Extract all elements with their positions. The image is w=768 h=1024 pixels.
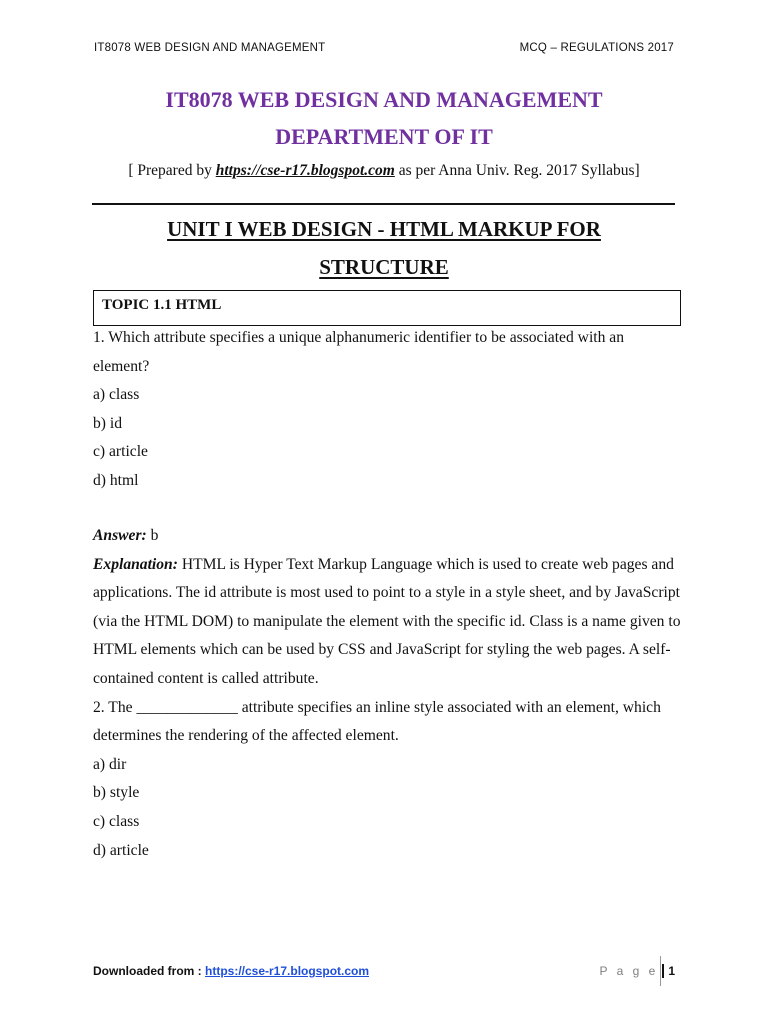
document-title: IT8078 WEB DESIGN AND MANAGEMENT xyxy=(165,87,603,112)
page-number: 1 xyxy=(668,964,675,978)
explanation-paragraph xyxy=(93,551,683,694)
page-footer xyxy=(93,960,675,984)
prepared-prefix: [ Prepared by xyxy=(128,162,216,179)
explanation-text: HTML is Hyper Text Markup Language which is used to create web pages and applications. The id attribute is most used to point to a style in a style sheet, and by JavaScript (via the HTML DOM) to manipulate the element with the specific id. Class is a name given to HTML elements which can be used by CSS and JavaScript for styling the web pages. A self-contained content is called attribute. xyxy=(93,555,681,687)
prepared-suffix: as per Anna Univ. Reg. 2017 Syllabus] xyxy=(394,162,640,179)
question-1-text: 1. Which attribute specifies a unique alphanumeric identifier to be associated with an element? xyxy=(93,329,625,375)
question-2-option-c: c) class xyxy=(93,812,140,830)
header-right-text: MCQ – REGULATIONS 2017 xyxy=(519,42,674,54)
answer-block xyxy=(93,522,683,865)
answer-line xyxy=(93,522,683,551)
running-header xyxy=(94,42,674,54)
unit-title-continued: STRUCTURE xyxy=(319,255,449,279)
page-label: P a g e xyxy=(599,964,659,978)
page-indicator xyxy=(600,964,676,978)
page-separator xyxy=(662,964,664,978)
department-title: DEPARTMENT OF IT xyxy=(275,124,493,149)
question-1 xyxy=(93,324,683,496)
question-1-option-a: a) class xyxy=(93,386,140,404)
prepared-site-link[interactable]: https://cse-r17.blogspot.com xyxy=(215,162,395,179)
download-line xyxy=(93,964,369,978)
answer-label: Answer: xyxy=(93,527,147,544)
question-2-option-d: d) article xyxy=(93,841,149,859)
unit-title: UNIT I WEB DESIGN - HTML MARKUP FOR xyxy=(167,217,601,241)
header-left-text: IT8078 WEB DESIGN AND MANAGEMENT xyxy=(94,42,326,54)
prepared-by-line xyxy=(0,162,768,180)
answer-value: b xyxy=(146,527,159,544)
download-link[interactable]: https://cse-r17.blogspot.com xyxy=(205,964,370,978)
question-1-option-b: b) id xyxy=(93,414,123,432)
topic-heading: TOPIC 1.1 HTML xyxy=(102,297,222,313)
question-1-option-c: c) article xyxy=(93,443,148,461)
topic-box xyxy=(93,290,681,326)
explanation-label: Explanation: xyxy=(93,555,178,573)
download-label: Downloaded from : xyxy=(93,964,205,978)
question-2-text: 2. The _____________ attribute specifies an inline style associated with an element, which determines the rendering of the affected element. xyxy=(93,698,661,745)
question-1-option-d: d) html xyxy=(93,471,139,489)
question-2-option-b: b) style xyxy=(93,784,140,802)
title-divider xyxy=(92,203,675,205)
question-2-option-a: a) dir xyxy=(93,755,127,773)
